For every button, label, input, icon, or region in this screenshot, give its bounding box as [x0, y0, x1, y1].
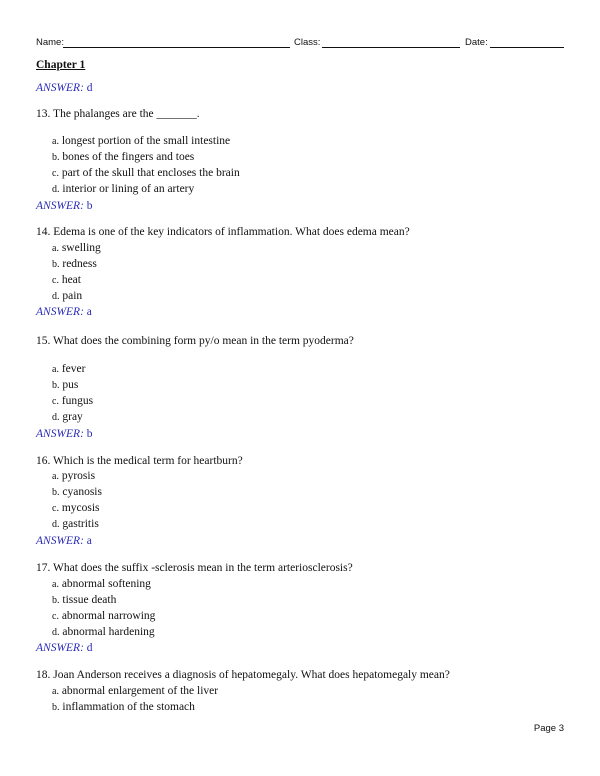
option: a. fever [52, 363, 86, 375]
option: a. abnormal softening [52, 578, 151, 590]
option: d. interior or lining of an artery [52, 183, 195, 195]
chapter-title: Chapter 1 [36, 59, 86, 71]
question-17: 17. What does the suffix -sclerosis mean in the term arteriosclerosis? [36, 562, 353, 574]
question-16: 16. Which is the medical term for heartburn? [36, 455, 243, 467]
date-blank-line [490, 47, 564, 48]
answer-label: ANSWER: [36, 82, 84, 94]
option: c. mycosis [52, 502, 100, 514]
answer-line: ANSWER: b [36, 200, 93, 212]
option: c. abnormal narrowing [52, 610, 156, 622]
option: c. part of the skull that encloses the brain [52, 167, 240, 179]
option: c. heat [52, 274, 81, 286]
question-14: 14. Edema is one of the key indicators of inflammation. What does edema mean? [36, 226, 410, 238]
option: b. inflammation of the stomach [52, 701, 195, 713]
answer-line: ANSWER: a [36, 306, 92, 318]
answer-line: ANSWER: a [36, 535, 92, 547]
option: d. gray [52, 411, 83, 423]
name-label: Name: [36, 37, 64, 48]
name-blank-line [63, 47, 290, 48]
class-label: Class: [294, 37, 321, 48]
page-number: Page 3 [533, 723, 564, 734]
question-13: 13. The phalanges are the _______. [36, 108, 200, 120]
page-header [36, 37, 564, 51]
answer-value: d [86, 82, 93, 94]
date-label: Date: [465, 37, 488, 48]
option: d. pain [52, 290, 83, 302]
option: a. swelling [52, 242, 101, 254]
option: b. tissue death [52, 594, 117, 606]
option: d. abnormal hardening [52, 626, 155, 638]
option: b. cyanosis [52, 486, 102, 498]
question-18: 18. Joan Anderson receives a diagnosis of hepatomegaly. What does hepatomegaly mean? [36, 669, 450, 681]
option: b. pus [52, 379, 79, 391]
option: c. fungus [52, 395, 94, 407]
answer-line: ANSWER: d [36, 642, 93, 654]
option: a. abnormal enlargement of the liver [52, 685, 219, 697]
question-15: 15. What does the combining form py/o mean in the term pyoderma? [36, 335, 354, 347]
option: a. longest portion of the small intestine [52, 135, 231, 147]
option: b. redness [52, 258, 97, 270]
option: d. gastritis [52, 518, 99, 530]
class-blank-line [322, 47, 460, 48]
answer-line: ANSWER: b [36, 428, 93, 440]
option: b. bones of the fingers and toes [52, 151, 195, 163]
option: a. pyrosis [52, 470, 96, 482]
answer-line [36, 82, 93, 94]
